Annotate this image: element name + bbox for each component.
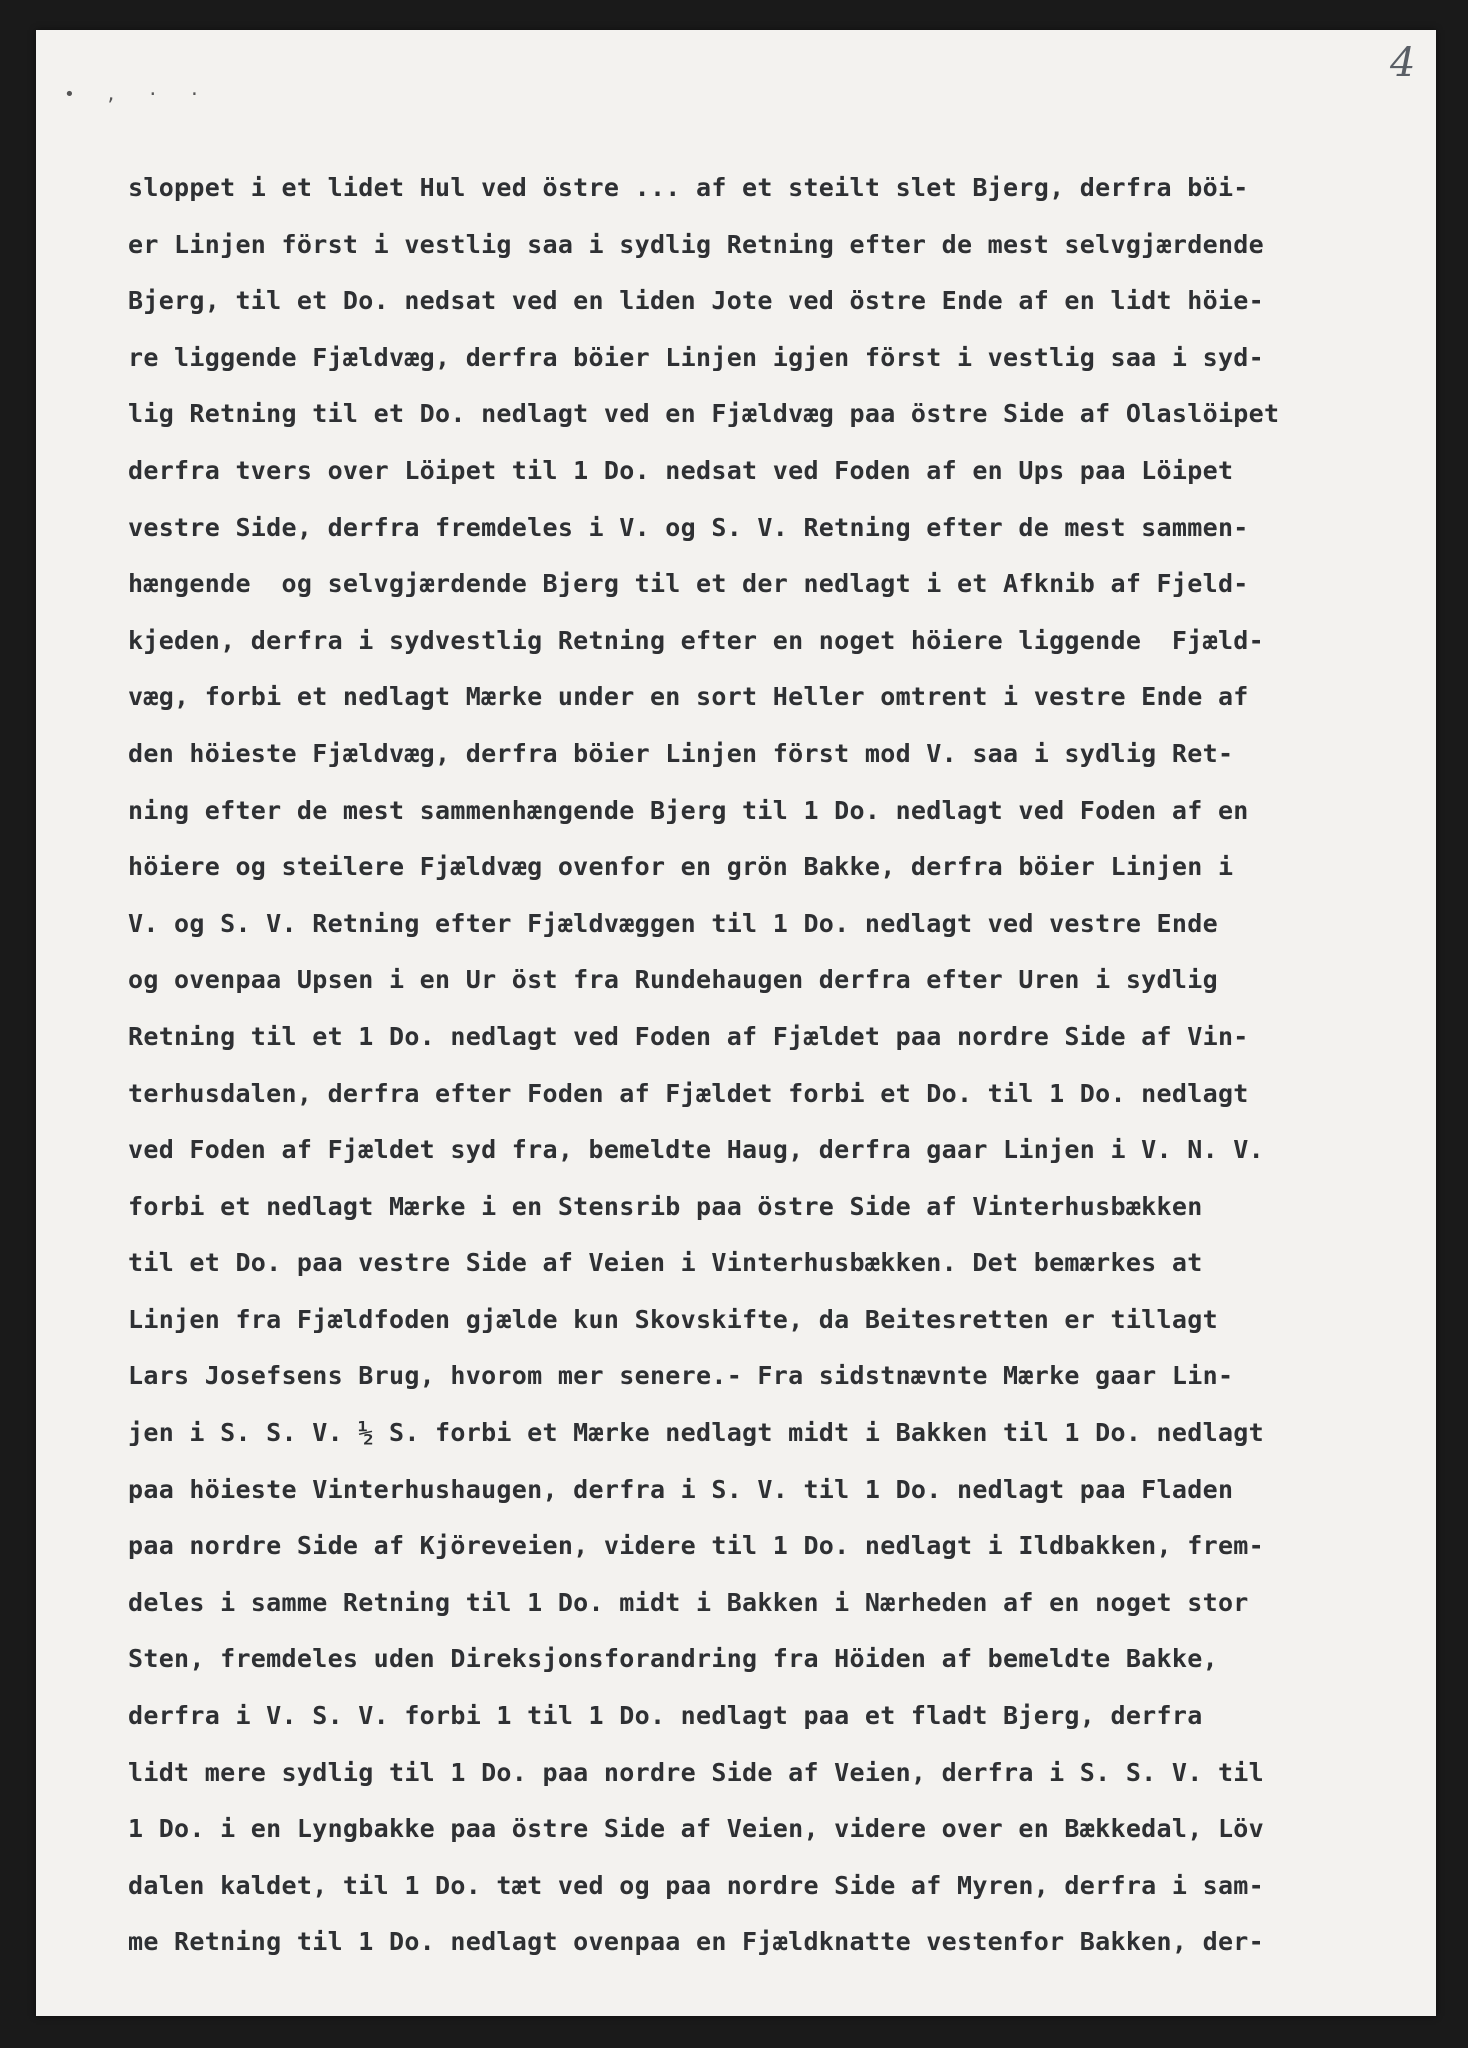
- text-line: ning efter de mest sammenhængende Bjerg til 1 Do. nedlagt ved Foden af en: [128, 795, 1249, 825]
- text-line: hængende og selvgjærdende Bjerg til et der nedlagt i et Afknib af Fjeld-: [128, 569, 1249, 599]
- text-line: V. og S. V. Retning efter Fjældvæggen til 1 Do. nedlagt ved vestre Ende: [128, 908, 1218, 938]
- text-line: Lars Josefsens Brug, hvorom mer senere.- Fra sidstnævnte Mærke gaar Lin-: [128, 1361, 1234, 1391]
- text-line: jen i S. S. V. ½ S. forbi et Mærke nedlagt midt i Bakken til 1 Do. nedlagt: [128, 1418, 1264, 1448]
- text-line: forbi et nedlagt Mærke i en Stensrib paa östre Side af Vinterhusbækken: [128, 1191, 1203, 1221]
- text-line: den höieste Fjældvæg, derfra böier Linjen först mod V. saa i sydlig Ret-: [128, 738, 1234, 768]
- text-line: vestre Side, derfra fremdeles i V. og S. V. Retning efter de mest sammen-: [128, 512, 1249, 542]
- text-line: me Retning til 1 Do. nedlagt ovenpaa en Fjældknatte vestenfor Bakken, der-: [128, 1927, 1264, 1957]
- text-line: lig Retning til et Do. nedlagt ved en Fjældvæg paa östre Side af Olaslöipet: [128, 399, 1280, 429]
- text-line: terhusdalen, derfra efter Foden af Fjældet forbi et Do. til 1 Do. nedlagt: [128, 1078, 1249, 1108]
- text-line: paa höieste Vinterhushaugen, derfra i S. V. til 1 Do. nedlagt paa Fladen: [128, 1474, 1234, 1504]
- text-line: paa nordre Side af Kjöreveien, videre til 1 Do. nedlagt i Ildbakken, frem-: [128, 1531, 1264, 1561]
- text-line: er Linjen först i vestlig saa i sydlig Retning efter de mest selvgjærdende: [128, 229, 1264, 259]
- text-line: lidt mere sydlig til 1 Do. paa nordre Side af Veien, derfra i S. S. V. til: [128, 1757, 1264, 1787]
- text-line: til et Do. paa vestre Side af Veien i Vinterhusbækken. Det bemærkes at: [128, 1248, 1203, 1278]
- text-line: höiere og steilere Fjældvæg ovenfor en grön Bakke, derfra böier Linjen i: [128, 852, 1234, 882]
- text-line: sloppet i et lidet Hul ved östre ... af et steilt slet Bjerg, derfra böi-: [128, 173, 1249, 202]
- text-line: dalen kaldet, til 1 Do. tæt ved og paa nordre Side af Myren, derfra i sam-: [128, 1870, 1264, 1900]
- text-line: derfra i V. S. V. forbi 1 til 1 Do. nedlagt paa et fladt Bjerg, derfra: [128, 1701, 1203, 1731]
- text-line: re liggende Fjældvæg, derfra böier Linjen igjen först i vestlig saa i syd-: [128, 342, 1264, 372]
- text-line: deles i samme Retning til 1 Do. midt i Bakken i Nærheden af en noget stor: [128, 1587, 1249, 1617]
- page-number: 4: [1390, 40, 1416, 86]
- text-line: kjeden, derfra i sydvestlig Retning efter en noget höiere liggende Fjæld-: [128, 625, 1264, 655]
- text-line: Sten, fremdeles uden Direksjonsforandring fra Höiden af bemeldte Bakke,: [128, 1644, 1218, 1674]
- text-line: og ovenpaa Upsen i en Ur öst fra Rundehaugen derfra efter Uren i sydlig: [128, 965, 1218, 995]
- typed-text-body: [128, 160, 1398, 1971]
- text-line: derfra tvers over Löipet til 1 Do. nedsat ved Foden af en Ups paa Löipet: [128, 455, 1234, 485]
- text-line: Retning til et 1 Do. nedlagt ved Foden af Fjældet paa nordre Side af Vin-: [128, 1021, 1249, 1051]
- text-line: Linjen fra Fjældfoden gjælde kun Skovskifte, da Beitesretten er tillagt: [128, 1304, 1218, 1334]
- margin-specks: • , · ·: [64, 84, 210, 105]
- text-line: væg, forbi et nedlagt Mærke under en sort Heller omtrent i vestre Ende af: [128, 682, 1249, 712]
- text-line: ved Foden af Fjældet syd fra, bemeldte Haug, derfra gaar Linjen i V. N. V.: [128, 1135, 1264, 1165]
- text-line: 1 Do. i en Lyngbakke paa östre Side af Veien, videre over en Bækkedal, Löv: [128, 1814, 1264, 1844]
- text-line: Bjerg, til et Do. nedsat ved en liden Jote ved östre Ende af en lidt höie-: [128, 286, 1264, 316]
